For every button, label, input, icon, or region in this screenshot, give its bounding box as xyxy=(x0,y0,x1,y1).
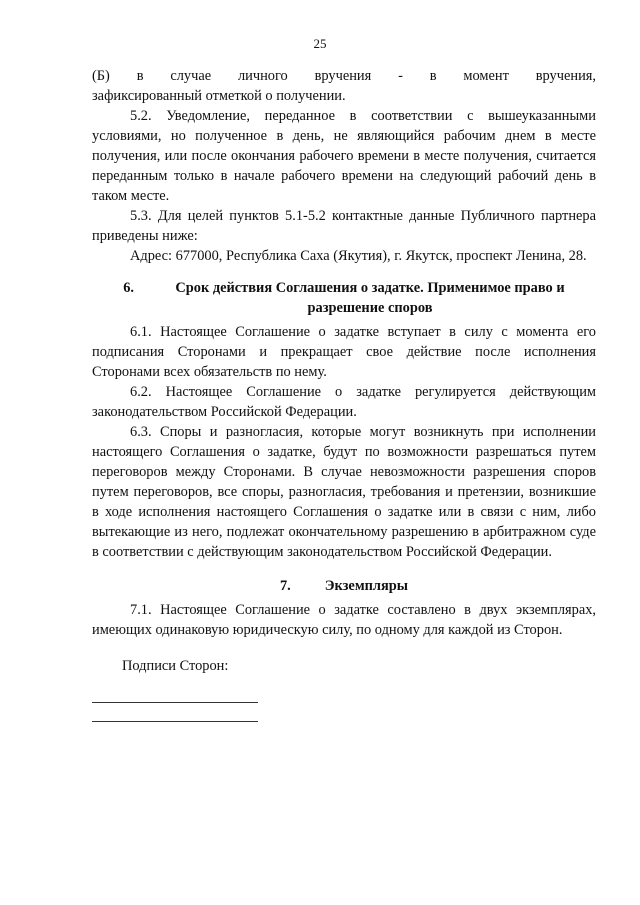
section-6-title: Срок действия Соглашения о задатке. Применимое право и разрешение споров xyxy=(175,280,565,316)
signature-line-2 xyxy=(92,721,258,722)
section-7-heading xyxy=(92,576,596,596)
page-number: 25 xyxy=(313,36,327,51)
signature-line-1 xyxy=(92,702,258,703)
signature-lines xyxy=(92,702,596,722)
paragraph-5-2: 5.2. Уведомление, переданное в соответствии с вышеуказанными условиями, но полученное в день, не являющийся рабочим днем в месте получения, или после окончания рабочего времени в месте получения, считается переданным только в начале рабочего времени на следующий рабочий день в таком месте. xyxy=(92,108,596,204)
address-paragraph: Адрес: 677000, Республика Саха (Якутия), г. Якутск, проспект Ленина, 28. xyxy=(130,248,587,264)
paragraph-6-2: 6.2. Настоящее Соглашение о задатке регулируется действующим законодательством Российской Федерации. xyxy=(92,384,596,420)
paragraph-5-3: 5.3. Для целей пунктов 5.1-5.2 контактные данные Публичного партнера приведены ниже: xyxy=(92,208,596,244)
paragraph-7-1: 7.1. Настоящее Соглашение о задатке составлено в двух экземплярах, имеющих одинаковую юридическую силу, по одному для каждой из Сторон. xyxy=(92,602,596,638)
paragraph-b-line2: зафиксированный отметкой о получении. xyxy=(92,88,346,104)
paragraph-6-3: 6.3. Споры и разногласия, которые могут возникнуть при исполнении настоящего Соглашения о задатке, будут по возможности разрешаться путем переговоров между Сторонами. В случае невозможности разрешения споров путем переговоров, все споры, разногласия, требования и претензии, возникшие в ходе исполнения настоящего Соглашения о задатке или в связи с ним, либо вытекающие из него, подлежат окончательному разрешению в арбитражном суде в соответствии с действующим законодательством Российской Федерации. xyxy=(92,424,596,560)
section-6-heading xyxy=(92,278,596,318)
paragraph-6-1: 6.1. Настоящее Соглашение о задатке вступает в силу с момента его подписания Сторонами и прекращает свое действие после исполнения Сторонами всех обязательств по нему. xyxy=(92,324,596,380)
paragraph-b-line1: (Б) в случае личного вручения - в момент вручения, xyxy=(92,68,596,84)
signatures-label: Подписи Сторон: xyxy=(122,658,229,674)
section-6-number: 6. xyxy=(123,280,134,296)
section-7-number: 7. xyxy=(279,578,291,594)
section-7-title: Экземпляры xyxy=(324,578,409,594)
